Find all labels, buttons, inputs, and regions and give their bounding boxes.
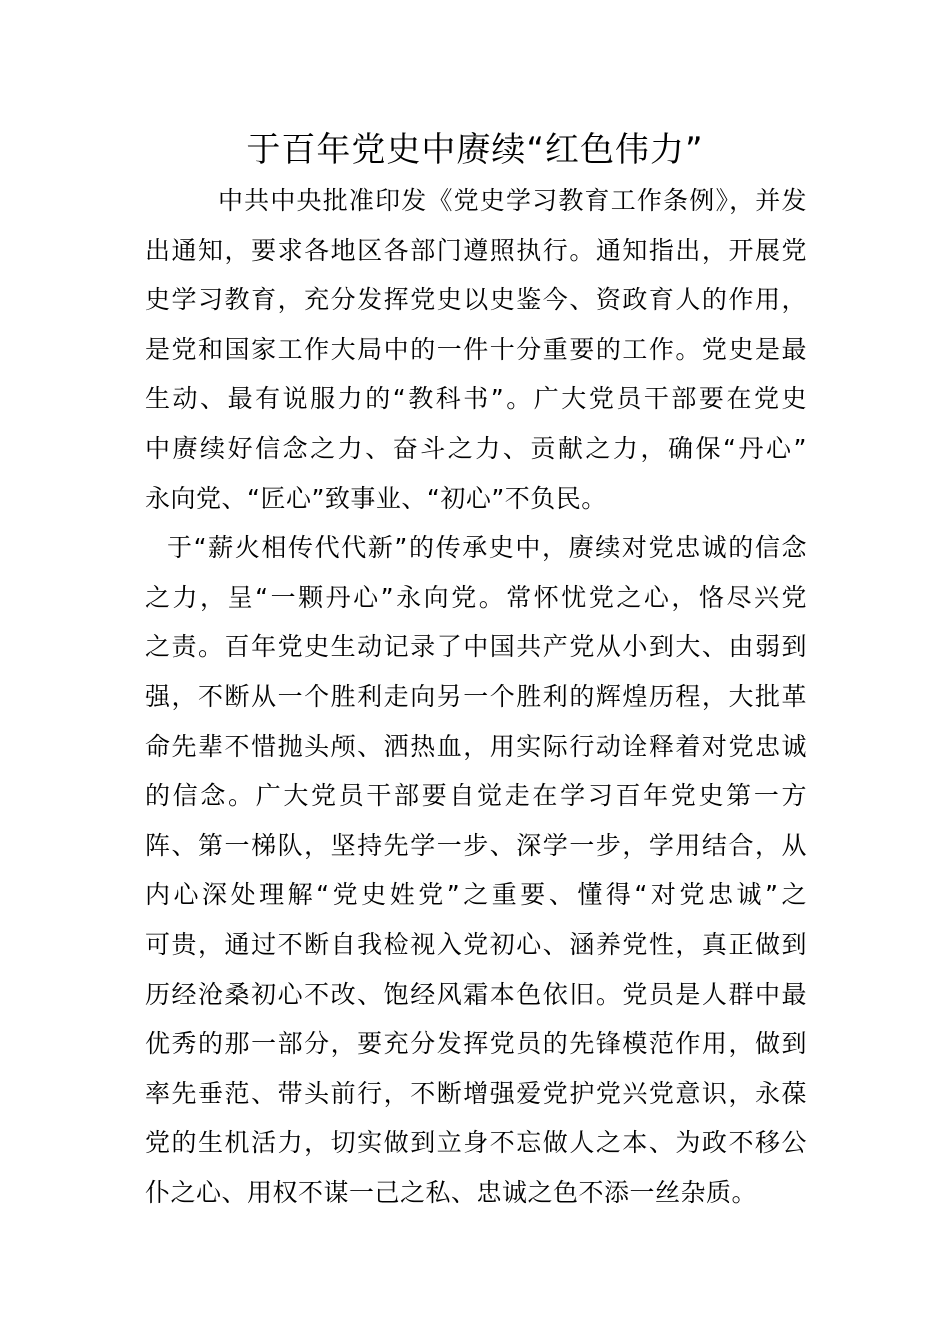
paragraph-2-line-10: 历经沧桑初心不改、饱经风霜本色依旧。党员是人群中最 [145,979,807,1009]
paragraph-2-line-4: 强，不断从一个胜利走向另一个胜利的辉煌历程，大批革 [145,681,807,711]
paragraph-2-line-9: 可贵，通过不断自我检视入党初心、涵养党性，真正做到 [145,929,807,959]
paragraph-2-line-12: 率先垂范、带头前行，不断增强爱党护党兴党意识，永葆 [145,1078,807,1108]
paragraph-2-line-2: 之力，呈“一颗丹心”永向党。常怀忧党之心，恪尽兴党 [145,582,807,612]
paragraph-2-line-6: 的信念。广大党员干部要自觉走在学习百年党史第一方 [145,781,807,811]
paragraph-2-line-3: 之责。百年党史生动记录了中国共产党从小到大、由弱到 [145,632,807,662]
paragraph-1-line-6: 中赓续好信念之力、奋斗之力、贡献之力，确保“丹心” [145,433,807,463]
paragraph-2-line-1: 于“薪火相传代代新”的传承史中，赓续对党忠诚的信念 [167,533,807,563]
paragraph-2-line-7: 阵、第一梯队，坚持先学一步、深学一步，学用结合，从 [145,830,807,860]
paragraph-2-line-14: 仆之心、用权不谋一己之私、忠诚之色不添一丝杂质。 [145,1177,758,1207]
paragraph-1-line-1: 中共中央批准印发《党史学习教育工作条例》，并发 [218,186,807,215]
document-body [145,176,807,1217]
document-title: 于百年党史中赓续“红色伟力” [246,130,704,170]
paragraph-2-line-8: 内心深处理解“党史姓党”之重要、懂得“对党忠诚”之 [145,880,807,910]
paragraph-2-line-11: 优秀的那一部分，要充分发挥党员的先锋模范作用，做到 [145,1029,807,1059]
paragraph-1-line-2: 出通知，要求各地区各部门遵照执行。通知指出，开展党 [145,235,807,265]
paragraph-2-line-13: 党的生机活力，切实做到立身不忘做人之本、为政不移公 [145,1128,807,1158]
paragraph-1-line-3: 史学习教育，充分发挥党史以史鉴今、资政育人的作用， [145,285,807,315]
paragraph-1-line-5: 生动、最有说服力的“教科书”。广大党员干部要在党史 [145,384,807,414]
paragraph-2-line-5: 命先辈不惜抛头颅、洒热血，用实际行动诠释着对党忠诚 [145,731,807,761]
paragraph-1-line-4: 是党和国家工作大局中的一件十分重要的工作。党史是最 [145,334,807,364]
paragraph-1-line-7: 永向党、“匠心”致事业、“初心”不负民。 [145,483,607,513]
